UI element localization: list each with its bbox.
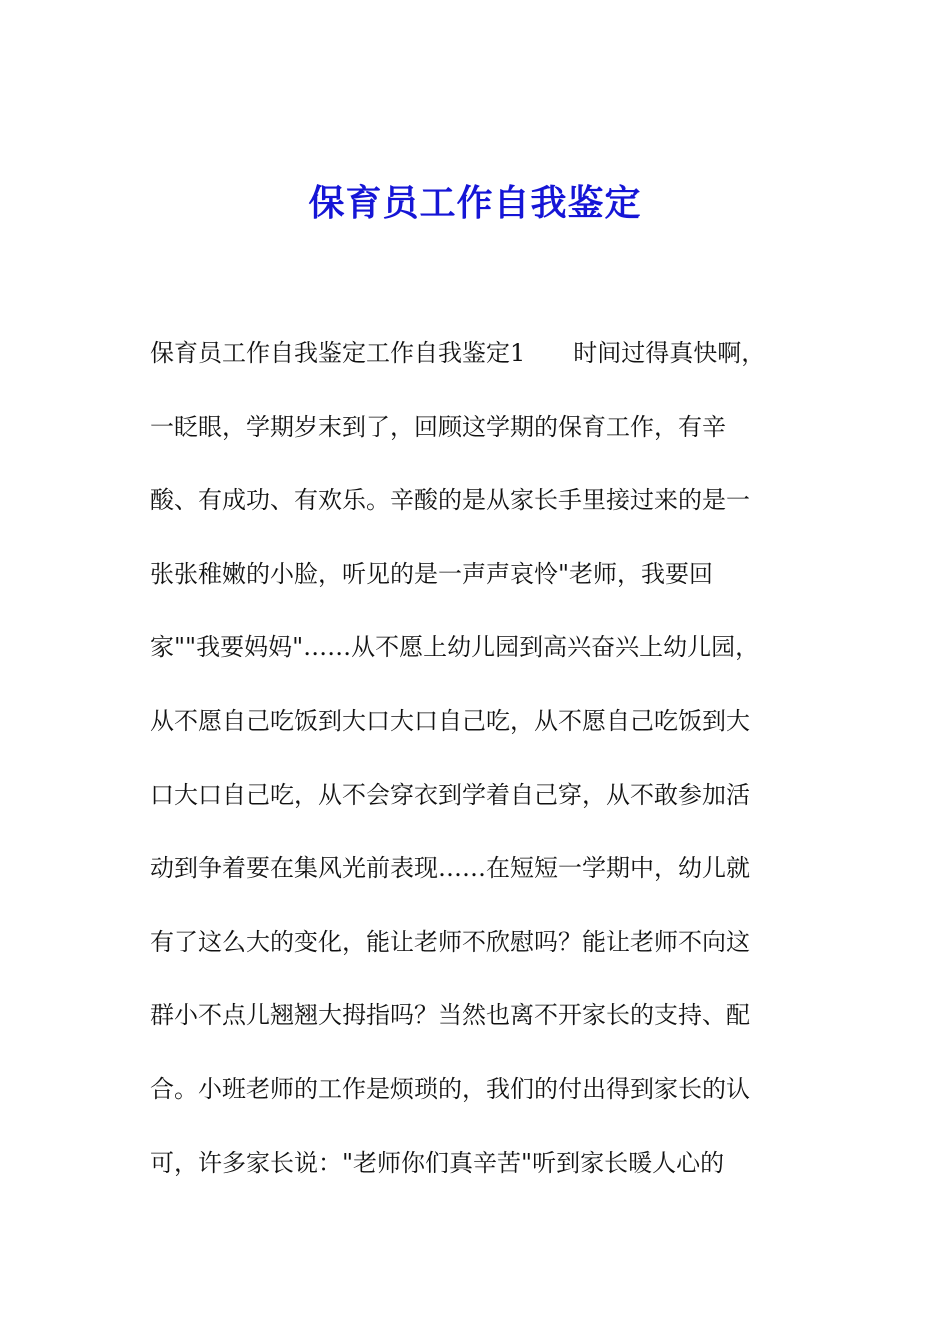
body-line-11: 合。小班老师的工作是烦琐的，我们的付出得到家长的认 [150, 1074, 750, 1103]
body-line-3: 酸、有成功、有欢乐。辛酸的是从家长手里接过来的是一 [150, 486, 750, 515]
body-line-7: 口大口自己吃，从不会穿衣到学着自己穿，从不敢参加活 [150, 780, 750, 809]
body-line-12: 可，许多家长说："老师你们真辛苦"听到家长暖人心的 [150, 1148, 725, 1177]
body-line-1: 保育员工作自我鉴定工作自我鉴定1 时间过得真快啊， [150, 339, 766, 367]
body-line-6: 从不愿自己吃饭到大口大口自己吃，从不愿自己吃饭到大 [150, 706, 750, 735]
body-line-5: 家""我要妈妈"……从不愿上幼儿园到高兴奋兴上幼儿园， [150, 633, 760, 662]
body-line-10: 群小不点儿翘翘大拇指吗？当然也离不开家长的支持、配 [150, 1001, 750, 1030]
body-line-2: 一眨眼，学期岁末到了，回顾这学期的保育工作，有辛 [150, 412, 726, 441]
document-body [150, 330, 810, 1213]
body-line-4: 张张稚嫩的小脸，听见的是一声声哀怜"老师，我要回 [150, 559, 714, 588]
body-line-9: 有了这么大的变化，能让老师不欣慰吗？能让老师不向这 [150, 927, 750, 956]
body-line-8: 动到争着要在集风光前表现……在短短一学期中，幼儿就 [150, 854, 750, 883]
document-title: 保育员工作自我鉴定 [308, 182, 642, 224]
